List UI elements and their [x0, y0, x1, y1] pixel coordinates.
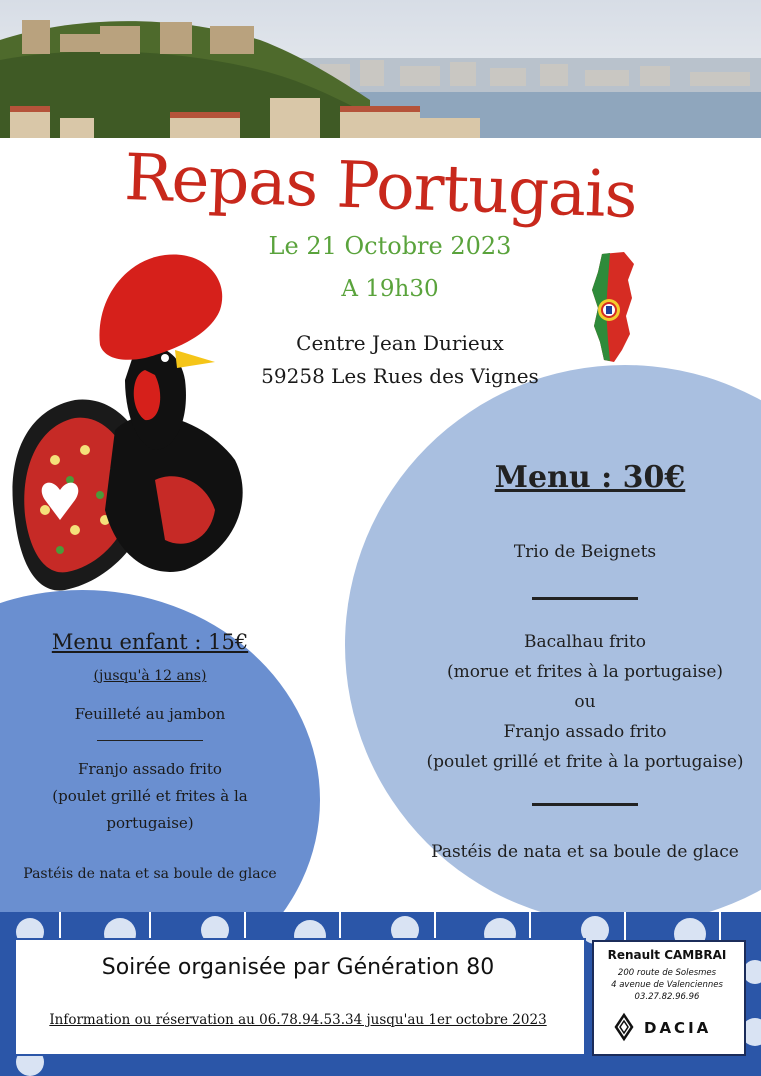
- reservation-info: Information ou réservation au 06.78.94.53.34 jusqu'au 1er octobre 2023: [49, 1012, 547, 1028]
- menu-main-option-2: Franjo assado frito: [503, 722, 667, 742]
- menu-main-option-2-desc: (poulet grillé et frite à la portugaise): [426, 752, 744, 772]
- menu-main-option-1: Bacalhau frito: [523, 632, 647, 652]
- menu-dessert: Pastéis de nata et sa boule de glace: [431, 842, 739, 862]
- lisbon-header-photo: [0, 0, 761, 138]
- event-venue: [240, 327, 560, 393]
- kids-menu-main-desc-2: portugaise): [106, 814, 194, 832]
- menu-divider: [532, 803, 638, 806]
- menu-or: ou: [574, 692, 596, 712]
- sponsor-name: Renault CAMBRAI: [607, 948, 727, 962]
- menu-main-option-1-desc: (morue et frites à la portugaise): [446, 662, 724, 682]
- dacia-logo-text: DACIA: [644, 1019, 712, 1037]
- sponsor-address-2: 4 avenue de Valenciennes: [611, 980, 723, 990]
- venue-name: Centre Jean Durieux: [296, 331, 504, 355]
- event-title: Repas Portugais: [123, 141, 638, 233]
- venue-address: 59258 Les Rues des Vignes: [261, 364, 539, 388]
- menu-divider: [532, 597, 638, 600]
- menu-title: Menu : 30€: [494, 460, 686, 495]
- sponsor-address-1: 200 route de Solesmes: [617, 968, 717, 978]
- event-time: A 19h30: [341, 276, 439, 302]
- portugal-flag-map-icon: [588, 250, 638, 365]
- kids-menu-dessert: Pastéis de nata et sa boule de glace: [23, 866, 277, 882]
- portuguese-rooster-icon: [5, 250, 250, 605]
- kids-menu-starter: Feuilleté au jambon: [74, 705, 226, 723]
- dacia-logo: [612, 1012, 724, 1042]
- event-date: Le 21 Octobre 2023: [268, 232, 512, 260]
- menu-starter: Trio de Beignets: [513, 542, 657, 562]
- sponsor-phone: 03.27.82.96.96: [634, 992, 700, 1002]
- kids-menu-main: Franjo assado frito: [78, 760, 222, 778]
- kids-menu-title: Menu enfant : 15€: [51, 630, 249, 654]
- kids-menu-age: (jusqu'à 12 ans): [93, 668, 207, 684]
- organizer-text: Soirée organisée par Génération 80: [101, 955, 495, 980]
- kids-menu-main-desc-1: (poulet grillé et frites à la: [52, 787, 248, 805]
- kids-menu-divider: [97, 740, 203, 741]
